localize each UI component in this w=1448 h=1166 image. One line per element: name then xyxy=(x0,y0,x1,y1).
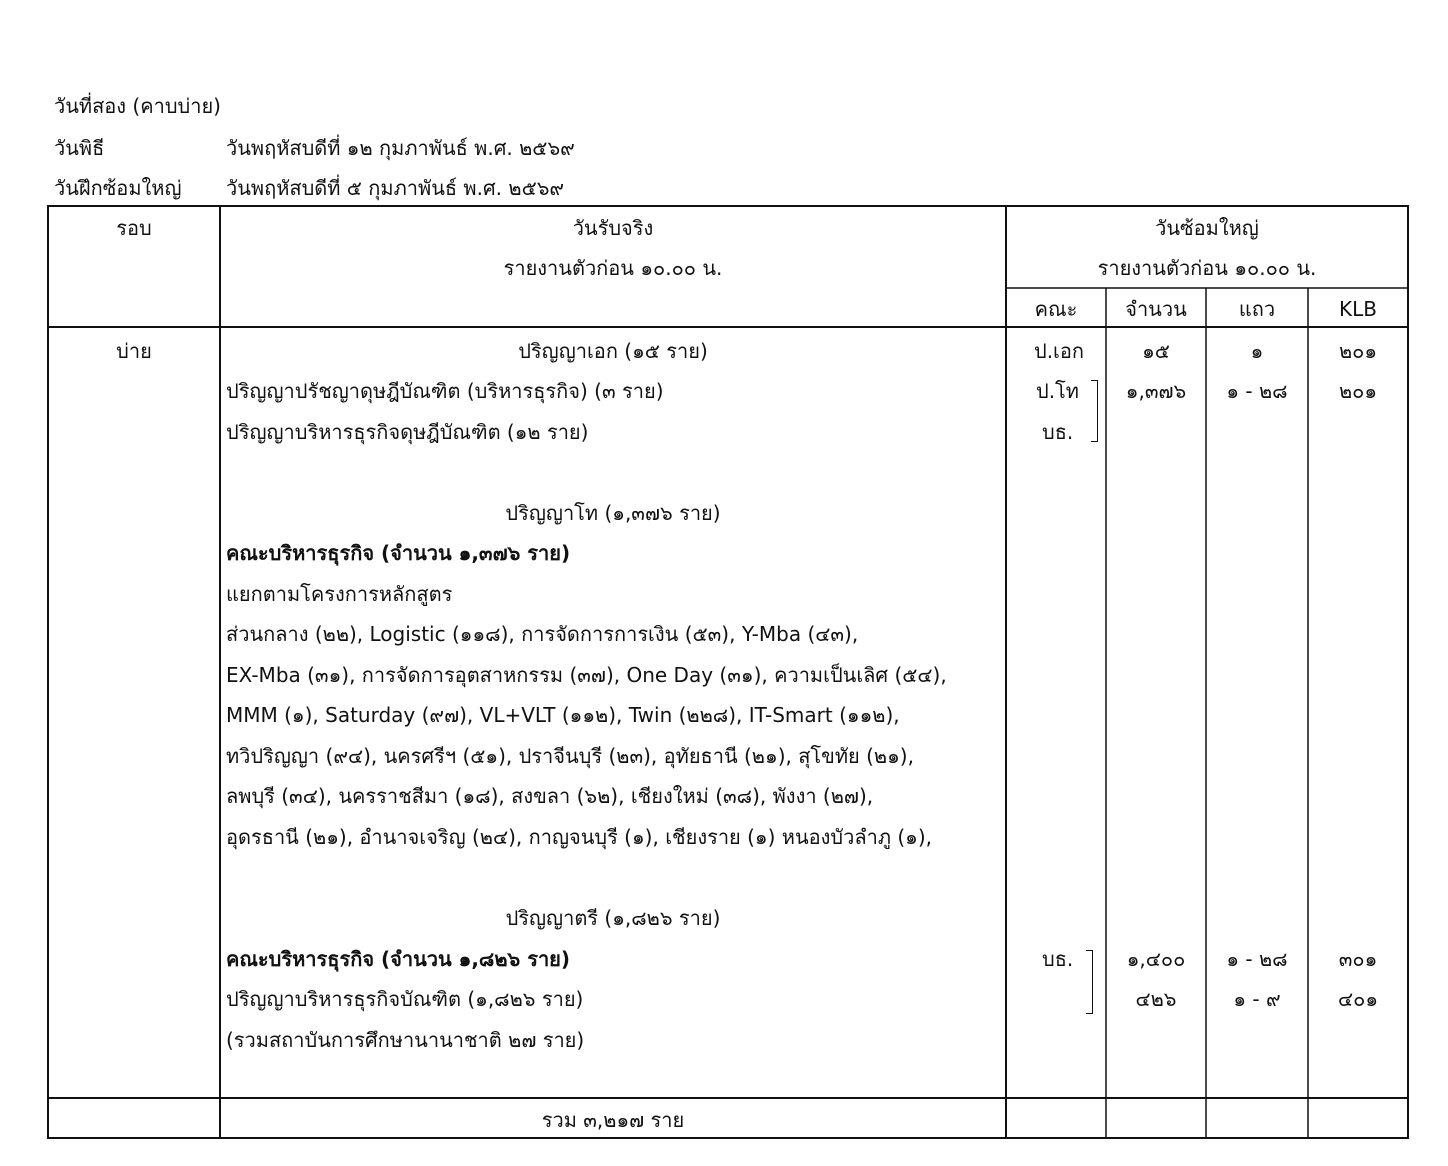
content-line: (รวมสถาบันการศึกษานานาชาติ ๒๗ ราย) xyxy=(226,1028,585,1052)
content-line: คณะบริหารธุรกิจ (จำนวน ๑,๓๗๖ ราย) xyxy=(226,541,571,565)
row-cell: ๑ - ๒๘ xyxy=(1226,947,1288,971)
doctoral-heading: ปริญญาเอก (๑๕ ราย) xyxy=(518,339,708,363)
row-cell: ๑ - ๒๘ xyxy=(1226,379,1288,403)
content-line: ปริญญาบริหารธุรกิจบัณฑิต (๑,๘๒๖ ราย) xyxy=(226,987,584,1011)
col-receive-title: วันรับจริง xyxy=(572,216,654,240)
count-cell: ๑๕ xyxy=(1142,339,1170,363)
col-rehearsal-sub: รายงานตัวก่อน ๑๐.๐๐ น. xyxy=(1097,256,1317,280)
content-line: ปริญญาปรัชญาดุษฎีบัณฑิต (บริหารธุรกิจ) (๓ ราย) xyxy=(226,379,664,403)
day-title: วันที่สอง (คาบบ่าย) xyxy=(54,94,221,118)
sub-header-klb: KLB xyxy=(1339,297,1377,321)
content-line: คณะบริหารธุรกิจ (จำนวน ๑,๘๒๖ ราย) xyxy=(226,947,571,971)
ceremony-date: วันพฤหัสบดีที่ ๑๒ กุมภาพันธ์ พ.ศ. ๒๕๖๙ xyxy=(226,136,575,160)
klb-cell: ๒๐๑ xyxy=(1338,379,1378,403)
count-cell: ๑,๔๐๐ xyxy=(1126,947,1186,971)
sub-header-faculty: คณะ xyxy=(1034,297,1078,321)
rehearsal-label: วันฝึกซ้อมใหญ่ xyxy=(54,176,182,200)
klb-cell: ๓๐๑ xyxy=(1338,947,1378,971)
sub-header-row: แถว xyxy=(1238,297,1276,321)
content-line: EX-Mba (๓๑), การจัดการอุตสาหกรรม (๓๗), One Day (๓๑), ความเป็นเลิศ (๕๔), xyxy=(226,663,947,687)
col-round-header: รอบ xyxy=(116,216,152,240)
content-line: แยกตามโครงการหลักสูตร xyxy=(226,582,453,606)
faculty-cell: บธ. xyxy=(1042,947,1074,971)
col-rehearsal-title: วันซ้อมใหญ่ xyxy=(1155,216,1259,240)
total-cell: รวม ๓,๒๑๗ ราย xyxy=(541,1108,685,1132)
content-line: ปริญญาบริหารธุรกิจดุษฎีบัณฑิต (๑๒ ราย) xyxy=(226,420,589,444)
faculty-cell: ป.โท xyxy=(1036,379,1079,403)
rehearsal-date: วันพฤหัสบดีที่ ๕ กุมภาพันธ์ พ.ศ. ๒๕๖๙ xyxy=(226,176,565,200)
count-cell: ๑,๓๗๖ xyxy=(1125,379,1187,403)
content-line: ส่วนกลาง (๒๒), Logistic (๑๑๘), การจัดการการเงิน (๕๓), Y-Mba (๔๓), xyxy=(226,622,859,646)
klb-cell: ๒๐๑ xyxy=(1338,339,1378,363)
grouping-bracket xyxy=(1091,380,1098,442)
round-value: บ่าย xyxy=(116,339,152,363)
content-line: MMM (๑), Saturday (๙๗), VL+VLT (๑๑๒), Twin (๒๒๘), IT-Smart (๑๑๒), xyxy=(226,703,900,727)
content-line: ลพบุรี (๓๔), นครราชสีมา (๑๘), สงขลา (๖๒), เชียงใหม่ (๓๘), พังงา (๒๗), xyxy=(226,784,874,808)
faculty-cell: บธ. xyxy=(1042,420,1074,444)
content-line: อุดรธานี (๒๑), อำนาจเจริญ (๒๔), กาญจนบุรี (๑), เชียงราย (๑) หนองบัวลำภู (๑), xyxy=(226,825,933,849)
count-cell: ๔๒๖ xyxy=(1135,987,1177,1011)
sub-header-count: จำนวน xyxy=(1125,297,1187,321)
grouping-bracket xyxy=(1086,950,1093,1014)
klb-cell: ๔๐๑ xyxy=(1337,987,1379,1011)
row-cell: ๑ xyxy=(1250,339,1264,363)
content-line: ทวิปริญญา (๙๔), นครศรีฯ (๕๑), ปราจีนบุรี (๒๓), อุทัยธานี (๒๑), สุโขทัย (๒๑), xyxy=(226,744,914,768)
col-receive-sub: รายงานตัวก่อน ๑๐.๐๐ น. xyxy=(503,256,723,280)
bachelors-heading: ปริญญาตรี (๑,๘๒๖ ราย) xyxy=(505,906,721,930)
masters-heading: ปริญญาโท (๑,๓๗๖ ราย) xyxy=(505,501,721,525)
ceremony-label: วันพิธี xyxy=(54,136,105,160)
row-cell: ๑ - ๙ xyxy=(1233,987,1281,1011)
faculty-cell: ป.เอก xyxy=(1034,339,1085,363)
